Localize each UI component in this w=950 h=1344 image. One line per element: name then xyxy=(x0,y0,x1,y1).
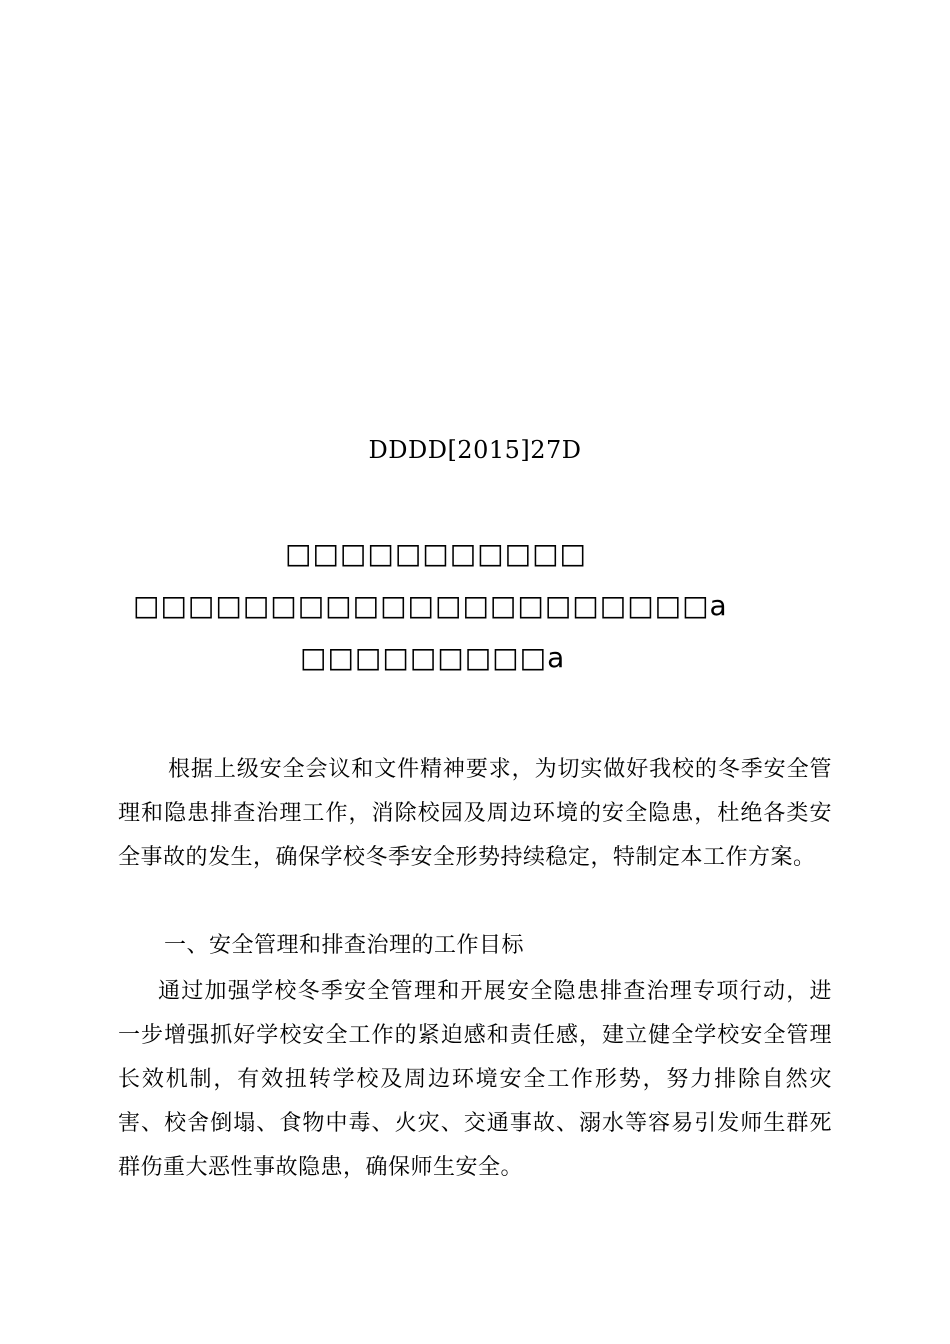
intro-paragraph: 根据上级安全会议和文件精神要求，为切实做好我校的冬季安全管理和隐患排查治理工作，消除校园及周边环境的安全隐患，杜绝各类安全事故的发生，确保学校冬季安全形势持续稳定，特制定本工作方案。 xyxy=(118,757,832,870)
document-title-line-3: □□□□□□□□□a xyxy=(300,641,566,674)
section-1-paragraph: 通过加强学校冬季安全管理和开展安全隐患排查治理专项行动，进一步增强抓好学校安全工作的紧迫感和责任感，建立健全学校安全管理长效机制，有效扭转学校及周边环境安全工作形势，努力排除自然灾害、校舍倒塌、食物中毒、火灾、交通事故、溺水等容易引发师生群死群伤重大恶性事故隐患，确保师生安全。 xyxy=(118,979,832,1180)
document-number: DDDD[2015]27D xyxy=(368,436,582,464)
section-1-heading: 一、安全管理和排查治理的工作目标 xyxy=(164,933,525,958)
document-title-line-1: □□□□□□□□□□□ xyxy=(285,537,588,570)
document-title-line-2: □□□□□□□□□□□□□□□□□□□□□a xyxy=(133,589,728,622)
